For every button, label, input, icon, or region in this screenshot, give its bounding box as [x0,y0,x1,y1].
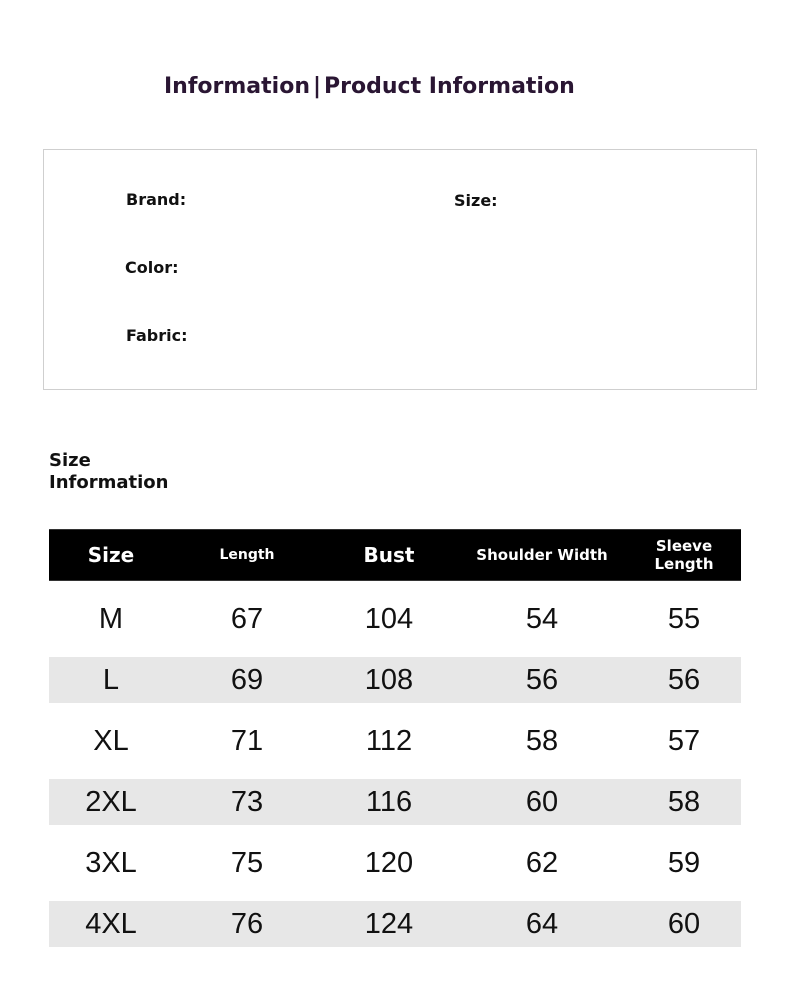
size-label: Size: [454,191,498,210]
table-cell: 54 [525,602,559,635]
size-heading-line2: Information [49,472,169,493]
table-spacer [49,581,741,597]
column-header-bust: Bust [321,530,457,581]
table-row [49,596,741,642]
table-cell: 2XL [49,779,173,825]
table-cell: 62 [525,846,559,879]
table-gap [49,764,741,779]
column-header-length: Length [173,530,321,581]
size-table [49,529,741,947]
table-gap [49,886,741,901]
table-cell: 104 [364,602,414,635]
column-header-sleeve-length: Sleeve Length [627,530,741,581]
table-row [49,718,741,764]
title-separator: | [313,74,322,99]
table-cell: 3XL [85,846,137,879]
table-cell: 56 [627,657,741,703]
table-cell: 4XL [49,901,173,947]
table-cell: 59 [667,846,701,879]
table-row [49,840,741,886]
table-cell: 57 [667,724,701,757]
table-cell: 120 [364,846,414,879]
table-cell: 76 [173,901,321,947]
title-right: Product Information [324,74,575,99]
size-heading-line1: Size [49,450,91,471]
table-row [49,779,741,825]
table-cell: 56 [457,657,627,703]
table-cell: 67 [230,602,264,635]
title-left: Information [164,74,310,99]
table-cell: 108 [321,657,457,703]
table-cell: XL [93,724,129,757]
table-gap [49,825,741,840]
table-cell: 64 [457,901,627,947]
table-cell: 55 [667,602,701,635]
table-cell: 124 [321,901,457,947]
table-cell: 75 [230,846,264,879]
brand-label: Brand: [126,190,187,209]
page-title [164,74,575,99]
table-cell: 60 [457,779,627,825]
table-cell: 116 [321,779,457,825]
table-cell: 58 [627,779,741,825]
table-cell: M [98,602,124,635]
table-cell: 73 [173,779,321,825]
table-header-row [49,530,741,581]
table-cell: L [49,657,173,703]
fabric-label: Fabric: [126,326,188,345]
size-information-heading [49,450,249,494]
table-cell: 69 [173,657,321,703]
table-cell: 60 [627,901,741,947]
table-gap [49,703,741,718]
table-cell: 71 [230,724,264,757]
table-row [49,657,741,703]
column-header-shoulder-width: Shoulder Width [457,530,627,581]
column-header-size: Size [49,530,173,581]
table-row [49,901,741,947]
table-cell: 112 [365,724,413,757]
table-cell: 58 [525,724,559,757]
color-label: Color: [125,258,179,277]
table-gap [49,642,741,657]
